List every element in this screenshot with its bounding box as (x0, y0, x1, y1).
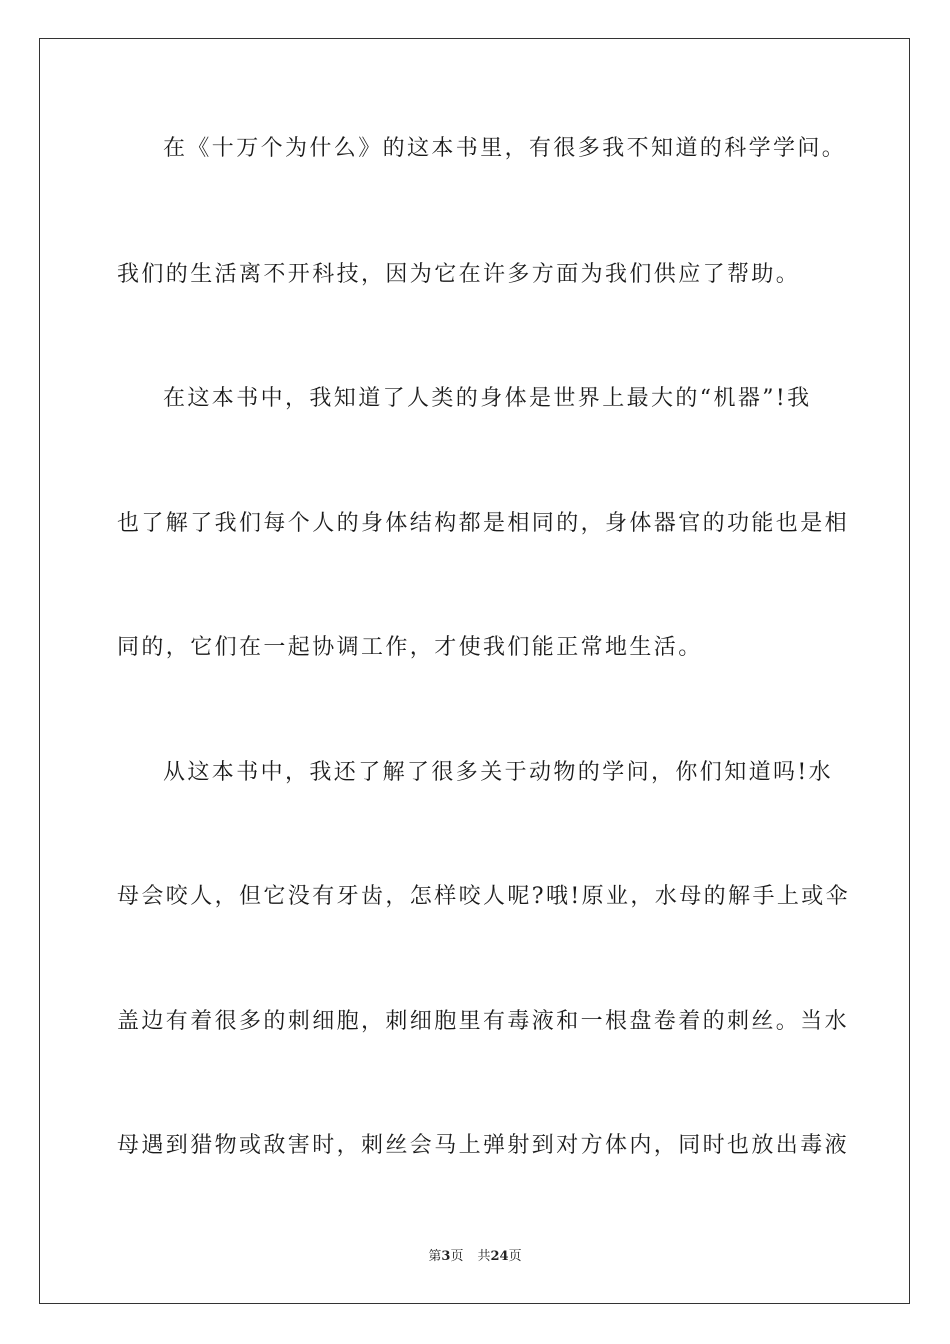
page-border (39, 38, 910, 1304)
paragraph-3-line-1: 从这本书中，我还了解了很多关于动物的学问，你们知道吗!水 (163, 760, 834, 785)
total-pages: 24 (490, 1249, 509, 1264)
paragraph-2-line-2: 也了解了我们每个人的身体结构都是相同的，身体器官的功能也是相 (117, 511, 850, 536)
page-number: 3 (441, 1249, 451, 1264)
paragraph-1-line-2: 我们的生活离不开科技，因为它在许多方面为我们供应了帮助。 (117, 262, 801, 287)
page-suffix: 页 (450, 1249, 464, 1264)
paragraph-2-line-1: 在这本书中，我知道了人类的身体是世界上最大的“机器”!我 (163, 386, 812, 411)
total-prefix: 共 (477, 1249, 491, 1264)
total-suffix: 页 (508, 1249, 522, 1264)
paragraph-3-line-2: 母会咬人，但它没有牙齿，怎样咬人呢?哦!原业，水母的解手上或伞 (117, 884, 851, 909)
page-prefix: 第 (428, 1249, 442, 1264)
paragraph-2-line-3: 同的，它们在一起协调工作，才使我们能正常地生活。 (117, 635, 703, 660)
paragraph-3-line-3: 盖边有着很多的刺细胞，刺细胞里有毒液和一根盘卷着的刺丝。当水 (117, 1009, 850, 1034)
paragraph-3-line-4: 母遇到猎物或敌害时，刺丝会马上弹射到对方体内，同时也放出毒液 (117, 1133, 850, 1158)
page-footer (0, 1248, 950, 1266)
paragraph-1-line-1: 在《十万个为什么》的这本书里，有很多我不知道的科学学问。 (163, 136, 847, 161)
